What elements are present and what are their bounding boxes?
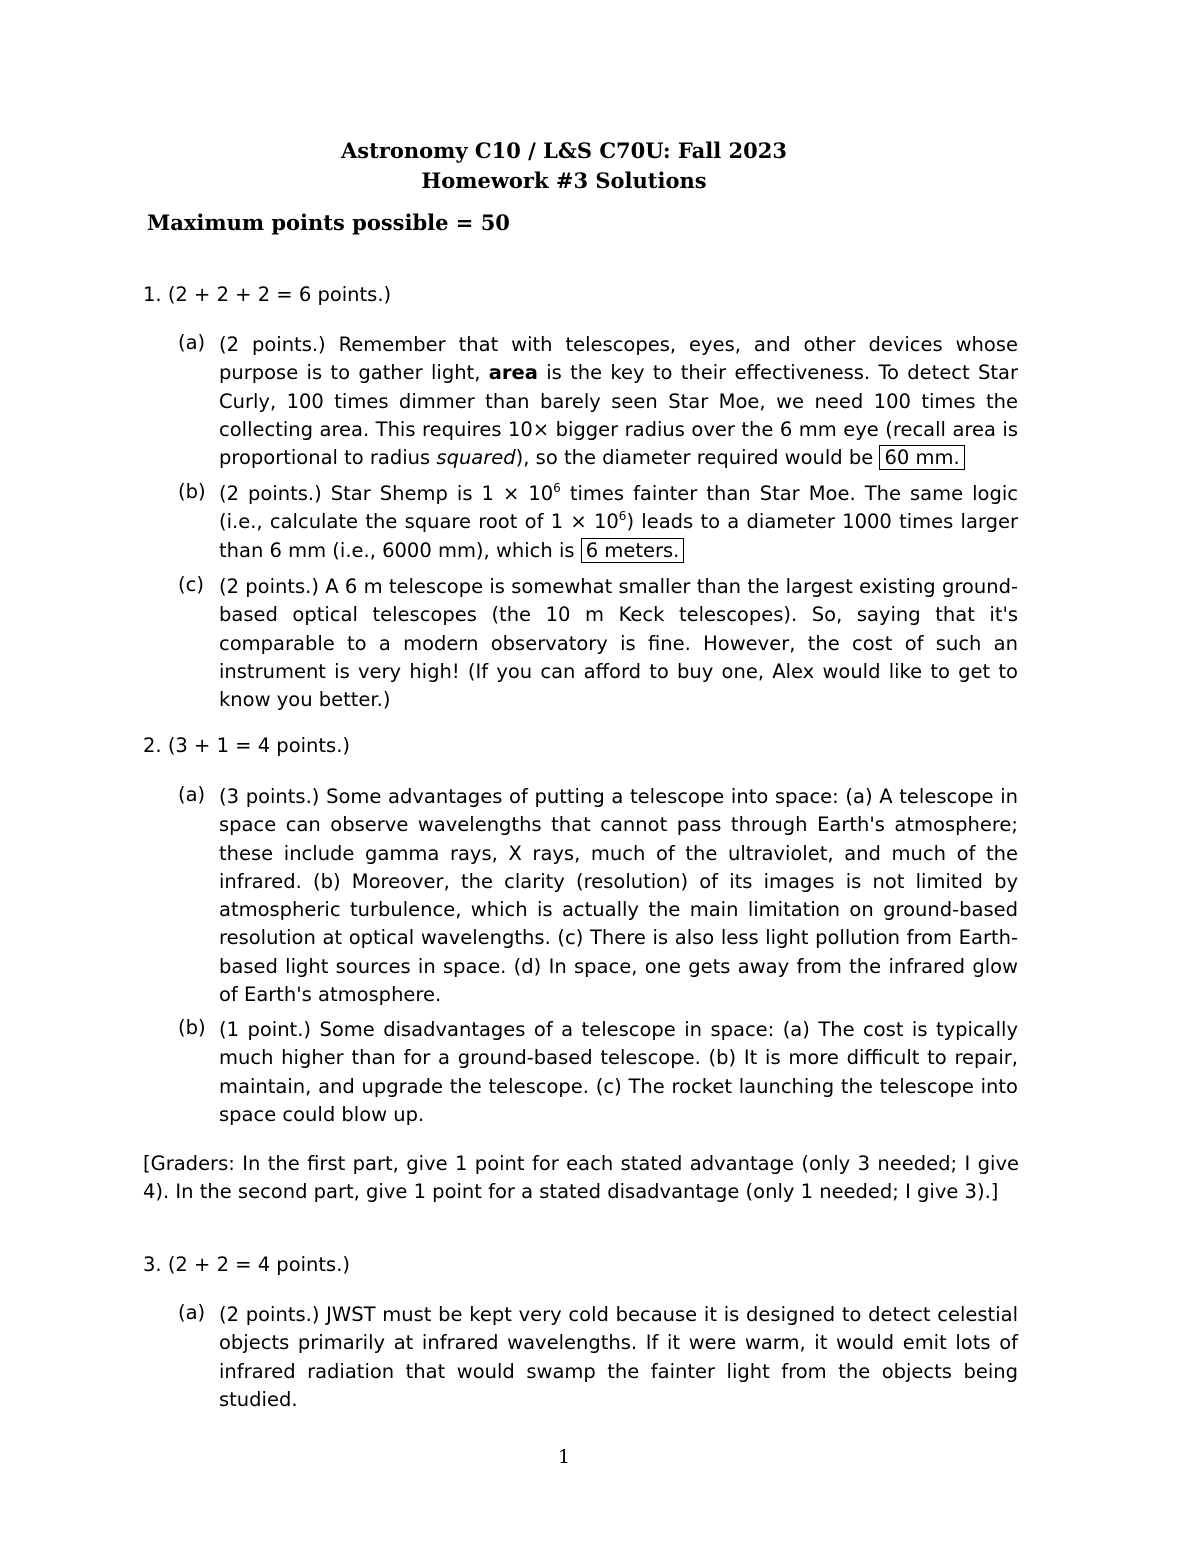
q1-part-c: [178, 573, 1018, 714]
question-points: (2 + 2 = 4 points.): [167, 1253, 351, 1276]
boxed-answer: 60 mm.: [879, 445, 964, 470]
part-text: (2 points.) Star Shemp is $1 \times 10^6$ times fainter than Star Moe. The same logic (i.e., calculate the square root of $1 \times 10^6$) leads to a diameter 1000 times larger than 6 mm (i.e., 6000 mm), which is 6 meters.: [219, 481, 1018, 562]
question-number: 1.: [143, 283, 162, 306]
question-2-header: [143, 734, 350, 757]
question-points: (3 + 1 = 4 points.): [167, 734, 351, 757]
part-label: (b): [178, 1016, 206, 1039]
question-number: 2.: [143, 734, 162, 757]
part-text: (3 points.) Some advantages of putting a telescope into space: (a) A telescope in space can observe wavelengths that cannot pass through Earth's atmosphere; these include gamma rays, X rays, much of the ultraviolet, and much of the infrared. (b) Moreover, the clarity (resolution) of its images is not limited by atmospheric turbulence, which is actually the main limitation on ground-based resolution at optical wavelengths. (c) There is also less light pollution from Earth-based light sources in space. (d) In space, one gets away from the infrared glow of Earth's atmosphere.: [219, 785, 1018, 1007]
q2-part-a: [178, 783, 1018, 1009]
q2-part-b: [178, 1016, 1018, 1129]
max-points: Maximum points possible = 50: [147, 210, 510, 235]
graders-note: [Graders: In the first part, give 1 point for each stated advantage (only 3 needed; I give 4). In the second part, give 1 point for a stated disadvantage (only 1 needed; I give 3).]: [143, 1152, 1019, 1204]
question-3-header: [143, 1253, 350, 1276]
q3-part-a: [178, 1301, 1018, 1414]
question-number: 3.: [143, 1253, 162, 1276]
part-text: (2 points.) JWST must be kept very cold because it is designed to detect celestial objects primarily at infrared wavelengths. If it were warm, it would emit lots of infrared radiation that would swamp the fainter light from the objects being studied.: [219, 1303, 1018, 1411]
question-1-header: [143, 283, 391, 306]
q1-part-b: [178, 480, 1018, 565]
part-label: (a): [178, 331, 206, 354]
part-text: (2 points.) Remember that with telescopes, eyes, and other devices whose purpose is to gather light, area is the key to their effectiveness. To detect Star Curly, 100 times dimmer than barely seen Star Moe, we need 100 times the collecting area. This requires 10× bigger radius over the 6 mm eye (recall area is proportional to radius squared), so the diameter required would be 60 mm.: [219, 333, 1018, 470]
homework-title: Homework #3 Solutions: [421, 168, 707, 193]
part-label: (a): [178, 783, 206, 806]
question-points: (2 + 2 + 2 = 6 points.): [167, 283, 392, 306]
page-number: 1: [557, 1446, 571, 1468]
part-text: (1 point.) Some disadvantages of a telescope in space: (a) The cost is typically much higher than for a ground-based telescope. (b) It is more difficult to repair, maintain, and upgrade the telescope. (c) The rocket launching the telescope into space could blow up.: [219, 1018, 1018, 1126]
part-label: (b): [178, 480, 206, 503]
part-text: (2 points.) A 6 m telescope is somewhat smaller than the largest existing ground-based optical telescopes (the 10 m Keck telescopes). So, saying that it's comparable to a modern observatory is fine. However, the cost of such an instrument is very high! (If you can afford to buy one, Alex would like to get to know you better.): [219, 575, 1018, 712]
part-label: (a): [178, 1301, 206, 1324]
part-label: (c): [178, 573, 204, 596]
course-title: Astronomy C10 / L&S C70U: Fall 2023: [341, 138, 787, 163]
boxed-answer: 6 meters.: [581, 538, 685, 563]
q1-part-a: [178, 331, 1018, 472]
